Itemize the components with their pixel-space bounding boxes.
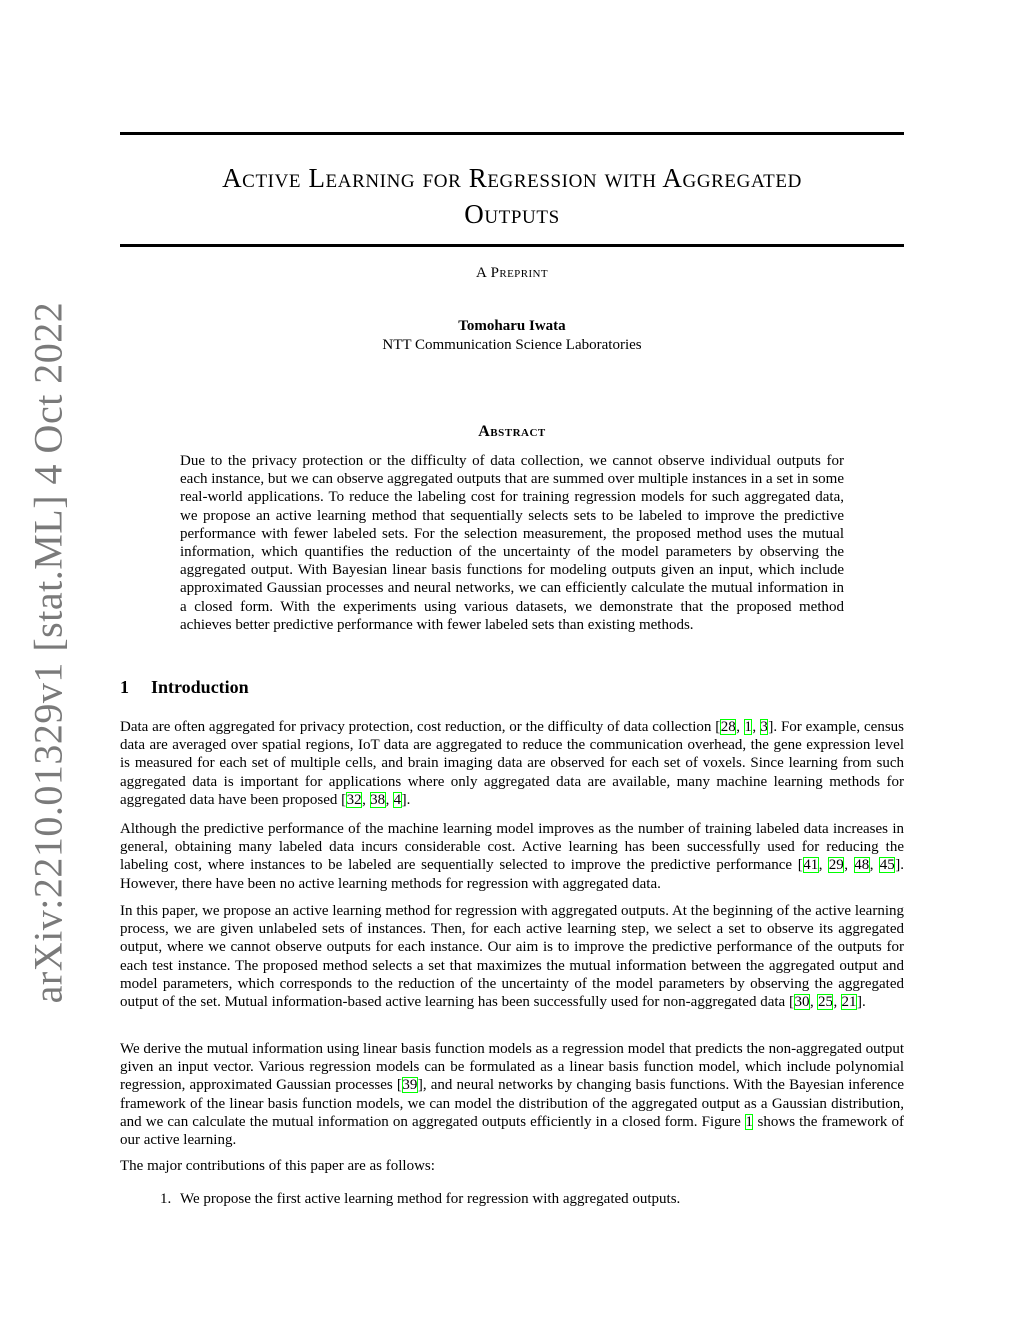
title-top-rule — [120, 132, 904, 135]
title-bottom-rule — [120, 244, 904, 247]
contribution-number: 1. — [160, 1191, 172, 1207]
arxiv-identifier-text: arXiv:2210.01329v1 [stat.ML] 4 Oct 2022 — [25, 301, 71, 1003]
citation-link-30[interactable]: 30 — [794, 994, 810, 1011]
section-title: Introduction — [151, 677, 249, 697]
paragraph-text: ]. — [401, 791, 411, 808]
citation-link-3[interactable]: 3 — [760, 719, 768, 735]
paper-title — [120, 160, 904, 232]
citation-separator: , — [752, 719, 760, 735]
citation-link-41[interactable]: 41 — [803, 857, 819, 874]
citation-link-29[interactable]: 29 — [828, 857, 844, 874]
paper-title-line-1: Active Learning for Regression with Aggregated — [222, 163, 802, 193]
figure-1-link[interactable]: 1 — [745, 1113, 753, 1130]
citation-link-45[interactable]: 45 — [879, 857, 895, 874]
author-affiliation: NTT Communication Science Laboratories — [382, 337, 642, 353]
paragraph-text: ], and neural networks by changing basis functions. With the Bayesian inference framework of the linear basis function models, we can model the distribution of the aggregated output as a Gaussian distribution, and we can calculate the mutual information on aggregated outputs efficiently in a closed form. Figure — [120, 1077, 904, 1130]
intro-paragraph-4 — [120, 1040, 904, 1149]
intro-paragraph-2 — [120, 820, 904, 893]
paragraph-text: ]. For example, census data are averaged over spatial regions, IoT data are aggregated to reduce the communication overhead, the gene expression level is measured for each set of multiple cells, and brain imaging data are observed for each set of voxels. Since learning from such aggregated data is important for applications where only aggregated data are available, many machine learning methods for aggregated data have been proposed [ — [120, 719, 905, 808]
citation-separator: , — [844, 857, 854, 874]
paragraph-text: We derive the mutual information using linear basis function models as a regression model that predicts the non-aggregated output given an input vector. Various regression models can be formulated as a linear basis function model, which include polynomial regression, approximated Gaussian processes [ — [120, 1041, 904, 1094]
citation-link-39[interactable]: 39 — [402, 1077, 418, 1094]
abstract-text: Due to the privacy protection or the difficulty of data collection, we cannot observe individual outputs for each instance, but we can observe aggregated outputs that are summed over multiple instances in a set in some real-world applications. To reduce the labeling cost for training regression models for such aggregated data, we propose an active learning method that sequentially selects sets to be labeled to improve the predictive performance with fewer labeled sets. For the selection measurement, the proposed method uses the mutual information, which quantifies the reduction of the uncertainty of the model parameters by observing the aggregated output. With Bayesian linear basis functions for modeling outputs given an input, which include approximated Gaussian processes and neural networks, we can efficiently calculate the mutual information in a closed form. With the experiments using various datasets, we demonstrate that the proposed method achieves better predictive performance with fewer labeled sets than existing methods. — [180, 453, 844, 633]
citation-link-4[interactable]: 4 — [393, 791, 402, 808]
citation-link-38[interactable]: 38 — [370, 791, 386, 808]
contribution-text: We propose the first active learning method for regression with aggregated outputs. — [180, 1191, 681, 1207]
citation-link-48[interactable]: 48 — [854, 857, 870, 874]
citation-separator: , — [809, 994, 818, 1011]
citation-separator: , — [833, 994, 841, 1011]
paper-title-line-2: Outputs — [464, 199, 560, 229]
citation-separator: , — [818, 857, 829, 874]
section-heading-introduction — [120, 677, 249, 698]
intro-paragraph-1 — [120, 718, 904, 809]
abstract-heading: Abstract — [478, 423, 546, 440]
preprint-label: A Preprint — [476, 265, 548, 281]
intro-paragraph-3 — [120, 902, 904, 1011]
citation-link-21[interactable]: 21 — [841, 994, 857, 1011]
section-number: 1 — [120, 677, 129, 697]
citation-separator: , — [385, 791, 394, 808]
citation-separator: , — [869, 857, 880, 874]
paragraph-text: Data are often aggregated for privacy protection, cost reduction, or the difficulty of data collection [ — [120, 719, 721, 735]
contribution-item-1 — [160, 1190, 680, 1208]
intro-paragraph-5: The major contributions of this paper are as follows: — [120, 1158, 435, 1174]
paragraph-text: Although the predictive performance of the machine learning model improves as the number of training labeled data increases in general, obtaining many labeled data incurs considerable cost. Active learning has been successfully used for reducing the labeling cost, where instances to be labeled are sequentially selected to improve the predictive performance [ — [120, 821, 904, 874]
citation-link-28[interactable]: 28 — [720, 719, 736, 735]
paragraph-text: ]. However, there have been no active learning methods for regression with aggregated data. — [120, 857, 904, 892]
citation-link-1[interactable]: 1 — [744, 719, 752, 735]
paragraph-text: ]. — [856, 994, 866, 1011]
citation-separator: , — [362, 791, 370, 808]
arxiv-identifier-stamp — [18, 301, 78, 1003]
author-name: Tomoharu Iwata — [458, 318, 566, 334]
paragraph-text: In this paper, we propose an active learning method for regression with aggregated outputs. At the beginning of the active learning process, we are given unlabeled sets of instances. Then, for each active learning step, we select a set to observe its aggregated output, where we cannot observe outputs for each instance. Our aim is to improve the predictive performance of the outputs for each test instance. The proposed method selects a set that maximizes the mutual information between the aggregated output and model parameters, which corresponds to the reduction of the uncertainty of the model parameters by observing the aggregated output of the set. Mutual information-based active learning has been successfully used for non-aggregated data [ — [120, 903, 904, 1011]
citation-link-32[interactable]: 32 — [346, 791, 362, 808]
citation-link-25[interactable]: 25 — [817, 994, 833, 1011]
paragraph-text: shows the framework of our active learning. — [120, 1113, 904, 1149]
citation-separator: , — [736, 719, 744, 735]
